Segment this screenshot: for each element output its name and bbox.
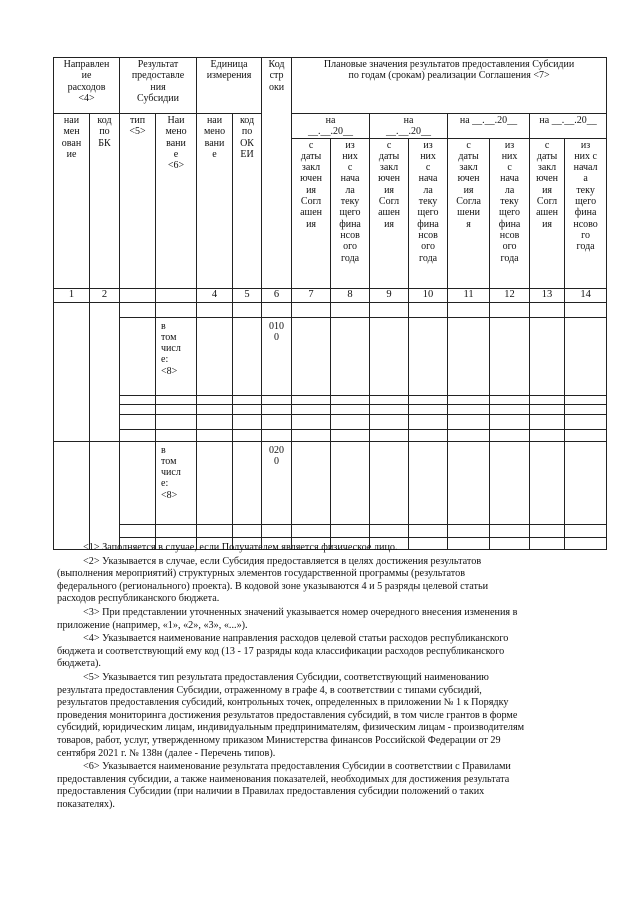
header-from-year-start-10: из них с нача ла теку щего фина нсов ого года xyxy=(409,138,448,288)
header-unit: Единица измерения xyxy=(197,58,262,114)
header-from-year-start-8: из них с нача ла теку щего фина нсов ого года xyxy=(331,138,370,288)
header-period-4: на __.__.20__ xyxy=(530,114,607,139)
col-number: 7 xyxy=(292,288,331,302)
table-row xyxy=(54,302,607,317)
row-code-0200: 020 0 xyxy=(262,441,292,524)
header-from-agreement-9: с даты закл ючен ия Согл ашен ия xyxy=(370,138,409,288)
col-number: 13 xyxy=(530,288,565,302)
header-result-name: Наи мено вани е <6> xyxy=(156,114,197,289)
header-unit-code: код по ОК ЕИ xyxy=(233,114,262,289)
table-row xyxy=(54,441,607,524)
footnote-6: <6> Указывается наименование результата предоставления Субсидии в соответствии с Правилами предоставления субсидии, а также наименования показателей, необходимых для достижения результата предоставления Субсидии (при наличии в Правилах предоставления субсидии положений о таких показателях). xyxy=(57,761,511,810)
footnote-5: <5> Указывается тип результата предоставления Субсидии, соответствующий наименованию результата предоставления Субсидии, отраженному в графе 4, в соответствии с типами субсидий, результатов предоставления субсидий, контрольных точек, определенных в приложении № 1 к Порядку проведения мониторинга достижения результатов предоставления субсидий, в том числе грантов в форме субсидий, юридическим лицам, индивидуальным предпринимателям, физическим лицам - производителям товаров, работ, услуг, утвержденному приказом Министерства финансов Российской Федерации от 29 сентября 2021 г. № 138н (далее - Перечень типов). xyxy=(57,671,525,759)
header-from-year-start-14: из них с начал а теку щего фина нсово го года xyxy=(565,138,607,288)
footnote-1: <1> Заполняется в случае, если Получателем является физическое лицо. xyxy=(83,542,398,553)
footnote-2: <2> Указывается в случае, если Субсидия предоставляется в целях достижения результатов (выполнения мероприятий) структурных элементов государственной программы (результатов федерального (регионального) проекта). В кодовой зоне указываются 4 и 5 разряды целевой статьи расходов республиканского бюджета. xyxy=(57,555,489,605)
direction-name-cell xyxy=(54,441,90,549)
header-row-code: Код стр оки xyxy=(262,58,292,289)
header-result: Результат предоставле ния Субсидии xyxy=(120,58,197,114)
header-from-agreement-7: с даты закл ючен ия Согл ашен ия xyxy=(292,138,331,288)
col-number: 14 xyxy=(565,288,607,302)
col-number: 11 xyxy=(448,288,490,302)
table-row xyxy=(54,414,607,429)
plan-values-table xyxy=(53,57,607,550)
col-number: 1 xyxy=(54,288,90,302)
direction-code-cell xyxy=(90,302,120,441)
header-from-agreement-11: с даты закл ючен ия Согла шени я xyxy=(448,138,490,288)
col-number xyxy=(156,288,197,302)
row-code-0100: 010 0 xyxy=(262,317,292,395)
footnotes xyxy=(57,542,607,812)
direction-code-cell xyxy=(90,441,120,549)
footnote-4: <4> Указывается наименование направления расходов целевой статьи расходов республиканского бюджета и соответствующий ему код (13 - 17 разряды кода классификации расходов республиканского бюджета). xyxy=(57,633,509,670)
table-row xyxy=(54,429,607,441)
col-number: 10 xyxy=(409,288,448,302)
column-numbers-row xyxy=(54,288,607,302)
header-plan-values: Плановые значения результатов предоставления Субсидии по годам (срокам) реализации Соглашения <7> xyxy=(292,58,607,114)
col-number: 5 xyxy=(233,288,262,302)
col-number: 6 xyxy=(262,288,292,302)
header-direction-code: код по БК xyxy=(90,114,120,289)
header-direction: Направлен ие расходов <4> xyxy=(54,58,120,114)
table-row xyxy=(54,395,607,404)
header-direction-name: наи мен ован ие xyxy=(54,114,90,289)
header-period-2: на __.__.20__ xyxy=(370,114,448,139)
col-number: 2 xyxy=(90,288,120,302)
col-number: 9 xyxy=(370,288,409,302)
including-label: в том числ е: <8> xyxy=(156,317,197,395)
footnote-3: <3> При представлении уточненных значений указывается номер очередного внесения изменения в приложение (например, «1», «2», «3», «...»). xyxy=(57,606,518,631)
header-unit-name: наи мено вани е xyxy=(197,114,233,289)
table-row xyxy=(54,317,607,395)
col-number xyxy=(120,288,156,302)
col-number: 4 xyxy=(197,288,233,302)
table-row xyxy=(54,404,607,414)
header-from-agreement-13: с даты закл ючен ия Согл ашен ия xyxy=(530,138,565,288)
col-number: 12 xyxy=(490,288,530,302)
including-label: в том числ е: <8> xyxy=(156,441,197,524)
header-result-type: тип <5> xyxy=(120,114,156,289)
header-period-3: на __.__.20__ xyxy=(448,114,530,139)
header-from-year-start-12: из них с нача ла теку щего фина нсов ого года xyxy=(490,138,530,288)
table-row xyxy=(54,524,607,537)
header-period-1: на __.__.20__ xyxy=(292,114,370,139)
col-number: 8 xyxy=(331,288,370,302)
direction-name-cell xyxy=(54,302,90,441)
